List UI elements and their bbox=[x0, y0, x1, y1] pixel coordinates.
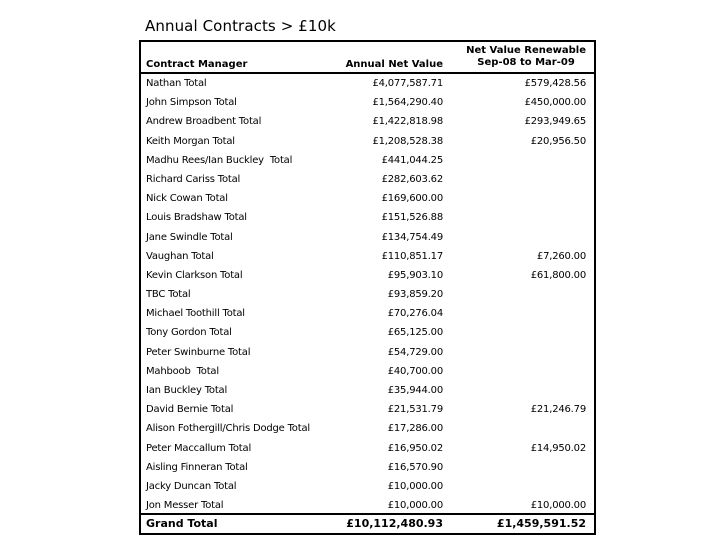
annual-value-cell: £93,859.20 bbox=[387, 289, 443, 301]
manager-name-cell: Alison Fothergill/Chris Dodge Total bbox=[146, 423, 310, 435]
annual-value-cell: £1,208,528.38 bbox=[372, 135, 443, 147]
table-body bbox=[141, 74, 594, 515]
table-row bbox=[141, 93, 594, 112]
table-row bbox=[141, 458, 594, 477]
annual-value-cell: £95,903.10 bbox=[387, 269, 443, 281]
manager-name-cell: Keith Morgan Total bbox=[146, 135, 235, 147]
table-row bbox=[141, 112, 594, 131]
renewable-value-cell: £20,956.50 bbox=[530, 135, 586, 147]
table-row bbox=[141, 381, 594, 400]
manager-name-cell: Ian Buckley Total bbox=[146, 385, 228, 396]
table-row bbox=[141, 323, 594, 342]
table-row bbox=[141, 266, 594, 285]
table-row bbox=[141, 477, 594, 496]
table-row bbox=[141, 362, 594, 381]
annual-value-cell: £16,950.02 bbox=[387, 442, 443, 454]
table-row bbox=[141, 304, 594, 323]
annual-value-cell: £10,000.00 bbox=[387, 480, 443, 492]
manager-name-cell: Aisling Finneran Total bbox=[146, 461, 248, 473]
renewable-value-cell: £10,000.00 bbox=[530, 500, 586, 512]
manager-name-cell: Jon Messer Total bbox=[146, 500, 224, 512]
annual-value-cell: £110,851.17 bbox=[381, 250, 443, 262]
table-row bbox=[141, 151, 594, 170]
manager-name-cell: Louis Bradshaw Total bbox=[146, 212, 247, 224]
annual-value-cell: £4,077,587.71 bbox=[372, 78, 443, 89]
annual-value-cell: £151,526.88 bbox=[381, 212, 443, 224]
annual-value-cell: £282,603.62 bbox=[381, 173, 443, 185]
grand-total-renew: £1,459,591.52 bbox=[496, 517, 586, 530]
manager-name-cell: Michael Toothill Total bbox=[146, 308, 245, 320]
manager-name-cell: Jane Swindle Total bbox=[146, 231, 233, 243]
annual-value-cell: £35,944.00 bbox=[387, 385, 443, 396]
table-row bbox=[141, 400, 594, 419]
manager-name-cell: Tony Gordon Total bbox=[146, 327, 232, 339]
manager-name-cell: Nick Cowan Total bbox=[146, 193, 228, 205]
annual-value-cell: £70,276.04 bbox=[387, 308, 443, 320]
manager-name-cell: Peter Swinburne Total bbox=[146, 346, 251, 358]
manager-name-cell: Mahboob Total bbox=[146, 365, 219, 377]
grand-total-annual: £10,112,480.93 bbox=[346, 517, 443, 530]
table-row bbox=[141, 285, 594, 304]
table-row bbox=[141, 132, 594, 151]
header-annual-net-value: Annual Net Value bbox=[345, 59, 443, 70]
annual-value-cell: £54,729.00 bbox=[387, 346, 443, 358]
annual-value-cell: £16,570.90 bbox=[387, 461, 443, 473]
manager-name-cell: Jacky Duncan Total bbox=[146, 480, 237, 492]
renewable-value-cell: £579,428.56 bbox=[524, 78, 586, 89]
annual-value-cell: £21,531.79 bbox=[387, 404, 443, 416]
contracts-table bbox=[139, 40, 596, 535]
table-row bbox=[141, 419, 594, 438]
annual-value-cell: £10,000.00 bbox=[387, 500, 443, 512]
annual-value-cell: £169,600.00 bbox=[381, 193, 443, 205]
manager-name-cell: Kevin Clarkson Total bbox=[146, 269, 243, 281]
renewable-value-cell: £21,246.79 bbox=[530, 404, 586, 416]
manager-name-cell: Richard Cariss Total bbox=[146, 173, 241, 185]
manager-name-cell: John Simpson Total bbox=[146, 97, 237, 109]
manager-name-cell: Nathan Total bbox=[146, 78, 207, 89]
annual-value-cell: £1,422,818.98 bbox=[372, 116, 443, 128]
header-contract-manager: Contract Manager bbox=[146, 59, 248, 70]
header-net-value-renewable bbox=[466, 45, 586, 69]
manager-name-cell: Andrew Broadbent Total bbox=[146, 116, 262, 128]
table-row bbox=[141, 228, 594, 247]
grand-total-row bbox=[141, 513, 594, 533]
annual-value-cell: £1,564,290.40 bbox=[372, 97, 443, 109]
annual-value-cell: £441,044.25 bbox=[381, 154, 443, 166]
renewable-value-cell: £14,950.02 bbox=[530, 442, 586, 454]
annual-value-cell: £65,125.00 bbox=[387, 327, 443, 339]
manager-name-cell: Madhu Rees/Ian Buckley Total bbox=[146, 154, 293, 166]
table-header bbox=[141, 42, 594, 74]
manager-name-cell: Peter Maccallum Total bbox=[146, 442, 252, 454]
header-renew-line2: Sep-08 to Mar-09 bbox=[477, 57, 575, 68]
renewable-value-cell: £61,800.00 bbox=[530, 269, 586, 281]
renewable-value-cell: £293,949.65 bbox=[524, 116, 586, 128]
table-row bbox=[141, 208, 594, 227]
table-row bbox=[141, 439, 594, 458]
renewable-value-cell: £450,000.00 bbox=[524, 97, 586, 109]
manager-name-cell: Vaughan Total bbox=[146, 250, 214, 262]
table-row bbox=[141, 247, 594, 266]
table-row bbox=[141, 189, 594, 208]
annual-value-cell: £134,754.49 bbox=[381, 231, 443, 243]
table-row bbox=[141, 170, 594, 189]
renewable-value-cell: £7,260.00 bbox=[536, 250, 586, 262]
manager-name-cell: TBC Total bbox=[146, 289, 191, 301]
manager-name-cell: David Bernie Total bbox=[146, 404, 234, 416]
annual-value-cell: £40,700.00 bbox=[387, 365, 443, 377]
header-renew-line1: Net Value Renewable bbox=[466, 45, 586, 56]
grand-total-label: Grand Total bbox=[146, 517, 218, 530]
report-title: Annual Contracts > £10k bbox=[145, 17, 336, 35]
table-row bbox=[141, 343, 594, 362]
table-row bbox=[141, 74, 594, 93]
annual-value-cell: £17,286.00 bbox=[387, 423, 443, 435]
